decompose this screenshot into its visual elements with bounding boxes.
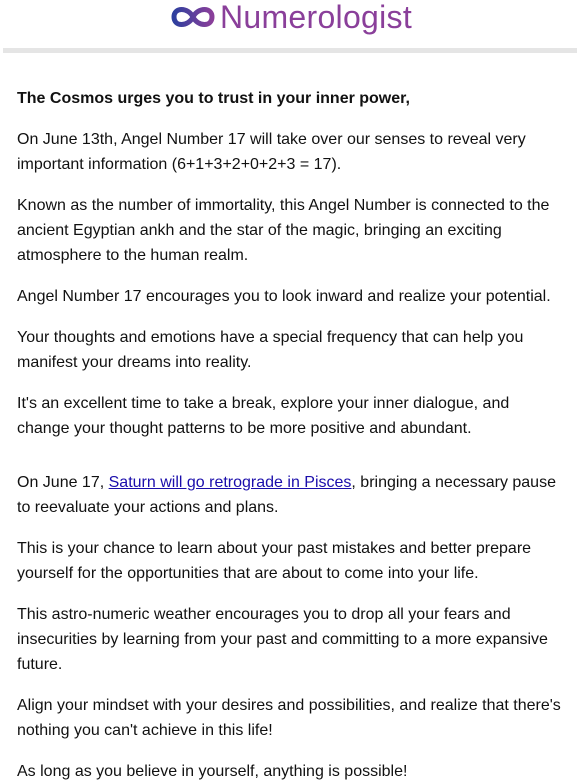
paragraph-saturn (17, 470, 565, 520)
paragraph-immortality: Known as the number of immortality, this Angel Number is connected to the ancient Egyptian ankh and the star of the magic, bringing an exciting atmosphere to the human realm. (17, 197, 550, 264)
paragraph-drop-fears: This astro-numeric weather encourages you to drop all your fears and insecurities by learning from your past and committing to a more expansive future. (17, 606, 548, 673)
brand-name: Numerologist (219, 0, 413, 35)
email-header (0, 0, 580, 48)
greeting-heading: The Cosmos urges you to trust in your inner power, (17, 90, 410, 107)
paragraph-angel-number: On June 13th, Angel Number 17 will take over our senses to reveal very important information (6+1+3+2+0+2+3 = 17). (17, 131, 526, 173)
brand-logo[interactable] (168, 0, 412, 34)
saturn-retrograde-link[interactable]: Saturn will go retrograde in Pisces (108, 474, 352, 491)
paragraph-take-break: It's an excellent time to take a break, explore your inner dialogue, and change your thought patterns to be more positive and abundant. (17, 395, 510, 437)
paragraph-frequency: Your thoughts and emotions have a special frequency that can help you manifest your dreams into reality. (17, 329, 524, 371)
saturn-text-after: , bringing a necessary pause to reevaluate your actions and plans. (17, 474, 556, 516)
saturn-text-before: On June 17, (17, 474, 109, 491)
paragraph-past-mistakes: This is your chance to learn about your past mistakes and better prepare yourself for the opportunities that are about to come into your life. (17, 540, 532, 582)
email-body (17, 53, 565, 784)
paragraph-align-mindset: Align your mindset with your desires and possibilities, and realize that there's nothing you can't achieve in this life! (17, 697, 561, 739)
paragraph-look-inward: Angel Number 17 encourages you to look inward and realize your potential. (17, 288, 551, 305)
paragraph-believe: As long as you believe in yourself, anything is possible! (17, 763, 408, 780)
infinity-logo-icon (168, 2, 218, 32)
